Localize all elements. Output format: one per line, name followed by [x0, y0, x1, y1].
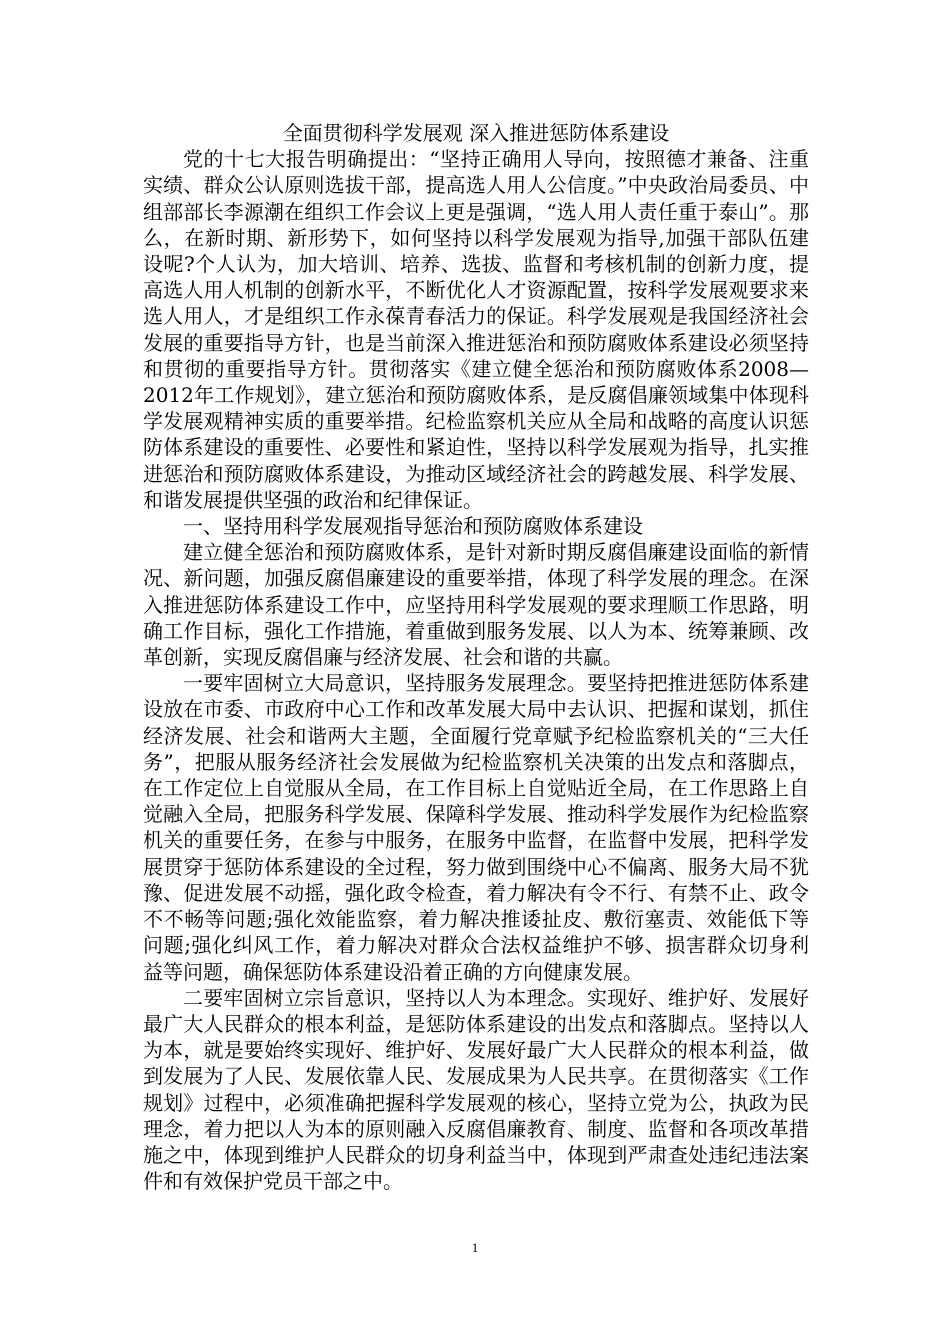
paragraph-intro: 党的十七大报告明确提出：“坚持正确用人导向，按照德才兼备、注重实绩、群众公认原则选拔干部，提高选人用人公信度。”中央政治局委员、中组部部长李源潮在组织工作会议上更是强调，“选人用人责任重于泰山”。那么，在新时期、新形势下，如何坚持以科学发展观为指导,加强干部队伍建设呢?个人认为，加大培训、培养、选拔、监督和考核机制的创新力度，提高选人用人机制的创新水平，不断优化人才资源配置，按科学发展观要求来选人用人，才是组织工作永葆青春活力的保证。科学发展观是我国经济社会发展的重要指导方针，也是当前深入推进惩治和预防腐败体系建设必须坚持和贯彻的重要指导方针。贯彻落实《建立健全惩治和预防腐败体系2008—2012年工作规划》，建立惩治和预防腐败体系，是反腐倡廉领域集中体现科学发展观精神实质的重要举措。纪检监察机关应从全局和战略的高度认识惩防体系建设的重要性、必要性和紧迫性，坚持以科学发展观为指导，扎实推进惩治和预防腐败体系建设，为推动区域经济社会的跨越发展、科学发展、和谐发展提供坚强的政治和纪律保证。	[143, 147, 809, 512]
document-body	[143, 120, 809, 1194]
document-title: 全面贯彻科学发展观 深入推进惩防体系建设	[282, 121, 670, 145]
paragraph-point-2: 二要牢固树立宗旨意识，坚持以人为本理念。实现好、维护好、发展好最广大人民群众的根本利益，是惩防体系建设的出发点和落脚点。坚持以人为本，就是要始终实现好、维护好、发展好最广大人民群众的根本利益，做到发展为了人民、发展依靠人民、发展成果为人民共享。在贯彻落实《工作规划》过程中，必须准确把握科学发展观的核心，坚持立党为公，执政为民理念，着力把以人为本的原则融入反腐倡廉教育、制度、监督和各项改革措施之中，体现到维护人民群众的切身利益当中，体现到严肃查处违纪违法案件和有效保护党员干部之中。	[143, 985, 809, 1194]
section-heading-1: 一、坚持用科学发展观指导惩治和预防腐败体系建设	[183, 514, 643, 539]
paragraph-section-1: 建立健全惩治和预防腐败体系，是针对新时期反腐倡廉建设面临的新情况、新问题，加强反腐倡廉建设的重要举措，体现了科学发展的理念。在深入推进惩防体系建设工作中，应坚持用科学发展观的要求理顺工作思路，明确工作目标，强化工作措施，着重做到服务发展、以人为本、统筹兼顾、改革创新，实现反腐倡廉与经济发展、社会和谐的共赢。	[143, 540, 809, 670]
paragraph-point-1: 一要牢固树立大局意识，坚持服务发展理念。要坚持把推进惩防体系建设放在市委、市政府中心工作和改革发展大局中去认识、把握和谋划，抓住经济发展、社会和谐两大主题，全面履行党章赋予纪检监察机关的“三大任务”，把服从服务经济社会发展做为纪检监察机关决策的出发点和落脚点，在工作定位上自觉服从全局，在工作目标上自觉贴近全局，在工作思路上自觉融入全局，把服务科学发展、保障科学发展、推动科学发展作为纪检监察机关的重要任务，在参与中服务，在服务中监督，在监督中发展，把科学发展贯穿于惩防体系建设的全过程，努力做到围绕中心不偏离、服务大局不犹豫、促进发展不动摇，强化政令检查，着力解决有令不行、有禁不止、政令不不畅等问题;强化效能监察，着力解决推诿扯皮、敷衍塞责、效能低下等问题;强化纠风工作，着力解决对群众合法权益维护不够、损害群众切身利益等问题，确保惩防体系建设沿着正确的方向健康发展。	[143, 671, 809, 984]
page-number: 1	[471, 1240, 479, 1255]
